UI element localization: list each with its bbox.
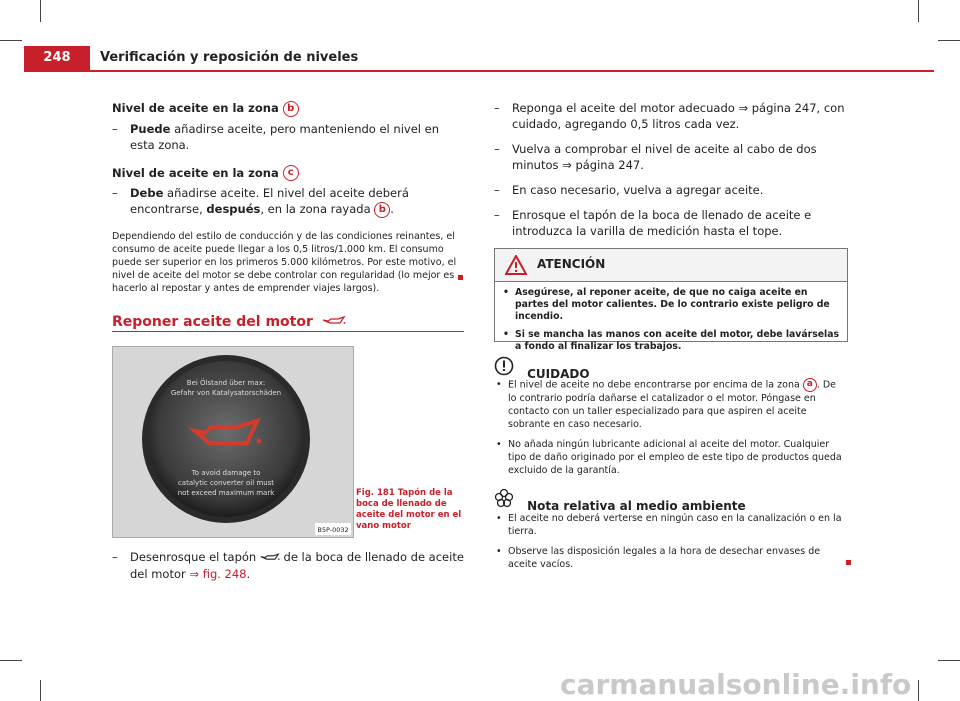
warning-title: ATENCIÓN (537, 257, 606, 271)
zone-b-marker-inline: b (374, 202, 390, 218)
step-5: – Enrosque el tapón de la boca de llenado de aceite e introduzca la varilla de medición hasta el tope. (494, 207, 846, 239)
cap-text-bottom-2: catalytic converter oil must (177, 479, 275, 487)
zone-c-marker: c (283, 165, 299, 181)
page-title: Verificación y reposición de niveles (100, 50, 359, 65)
step-4: – En caso necesario, vuelva a agregar aceite. (494, 182, 846, 198)
step-3: – Vuelva a comprobar el nivel de aceite al cabo de dos minutos ⇒ página 247. (494, 141, 846, 173)
step-1: – Desenrosque el tapón de la boca de llenado de aceite del motor ⇒ fig. 248. (112, 549, 464, 582)
end-marker (846, 560, 851, 565)
zone-c-item: – Debe añadirse aceite. El nivel del aceite deberá encontrarse, después, en la zona rayada b . (112, 185, 464, 218)
caution-body (494, 378, 846, 477)
cap-text-top-1: Bei Ölstand über max: (186, 379, 266, 387)
caution-item: • El nivel de aceite no debe encontrarse por encima de la zona a . De lo contrario podría dañarse el catalizador o el motor. Póngase en contacto con un taller especializado para que aspiren el aceite sobrante en caso necesario. (494, 378, 846, 431)
caution-item: • No añada ningún lubricante adicional al aceite del motor. Cualquier tipo de daño originado por el empleo de este tipo de productos queda excluido de la garantía. (494, 438, 846, 477)
figure-code: B5P-0032 (317, 526, 349, 534)
zone-c-heading: Nivel de aceite en la zona c (112, 165, 464, 182)
page-number: 248 (24, 46, 90, 70)
oil-can-icon (322, 314, 346, 330)
warning-box (494, 248, 848, 352)
caution-title-row (494, 356, 590, 380)
warning-item: • Si se mancha las manos con aceite del motor, debe lavárselas a fondo al finalizar los trabajos. (501, 329, 841, 353)
oil-cap-illustration (113, 347, 353, 537)
end-marker (458, 275, 463, 280)
cap-text-bottom-3: not exceed maximum mark (177, 489, 275, 497)
header-divider (24, 70, 934, 72)
zone-a-marker: a (803, 378, 817, 392)
section-heading: Reponer aceite del motor (112, 314, 346, 330)
env-note-title: Nota relativa al medio ambiente (527, 499, 746, 513)
crop-mark (40, 0, 41, 22)
caution-title: CUIDADO (527, 367, 590, 381)
crop-mark (938, 660, 960, 661)
warning-item: • Asegúrese, al reponer aceite, de que no caiga aceite en partes del motor calientes. De lo contrario existe peligro de incendio. (501, 287, 841, 323)
right-steps (494, 100, 846, 239)
exclamation-circle-icon (494, 356, 514, 380)
zone-b-item: – Puede añadirse aceite, pero manteniendo el nivel en esta zona. (112, 121, 464, 153)
crop-mark (918, 680, 919, 701)
oil-can-icon (260, 550, 280, 566)
consumption-paragraph: Dependiendo del estilo de conducción y de las condiciones reinantes, el consumo de aceite puede llegar a los 0,5 litros/1.000 km. El consumo puede ser superior en los primeros 5.000 kilómetros. Por este motivo, el nivel de aceite del motor se debe controlar con regularidad (lo mejor es hacerlo al repostar y antes de emprender viajes largos). (112, 230, 457, 294)
env-item: • El aceite no deberá verterse en ningún caso en la canalización o en la tierra. (494, 512, 846, 538)
env-item: • Observe las disposición legales a la hora de desechar envases de aceite vacíos. (494, 545, 846, 571)
left-column (112, 100, 464, 295)
figure-link[interactable]: ⇒ fig. 248 (189, 566, 247, 581)
oil-cap-figure (112, 346, 354, 538)
section-divider (112, 331, 464, 332)
step-2: – Reponga el aceite del motor adecuado ⇒ página 247, con cuidado, agregando 0,5 litros cada vez. (494, 100, 846, 132)
cap-text-bottom-1: To avoid damage to (191, 469, 261, 477)
crop-mark (40, 680, 41, 701)
flower-icon (494, 488, 514, 512)
figure-caption: Fig. 181 Tapón de la boca de llenado de aceite del motor en el vano motor (356, 488, 462, 531)
crop-mark (938, 40, 960, 41)
crop-mark (918, 0, 919, 22)
warning-triangle-icon (505, 255, 527, 279)
crop-mark (0, 40, 22, 41)
zone-b-heading: Nivel de aceite en la zona b (112, 100, 464, 117)
watermark: carmanualsonline.info (560, 668, 912, 701)
zone-b-marker: b (283, 101, 299, 117)
env-body (494, 512, 846, 571)
crop-mark (0, 660, 22, 661)
cap-text-top-2: Gefahr von Katalysatorschäden (170, 389, 282, 397)
env-title-row (494, 488, 746, 512)
